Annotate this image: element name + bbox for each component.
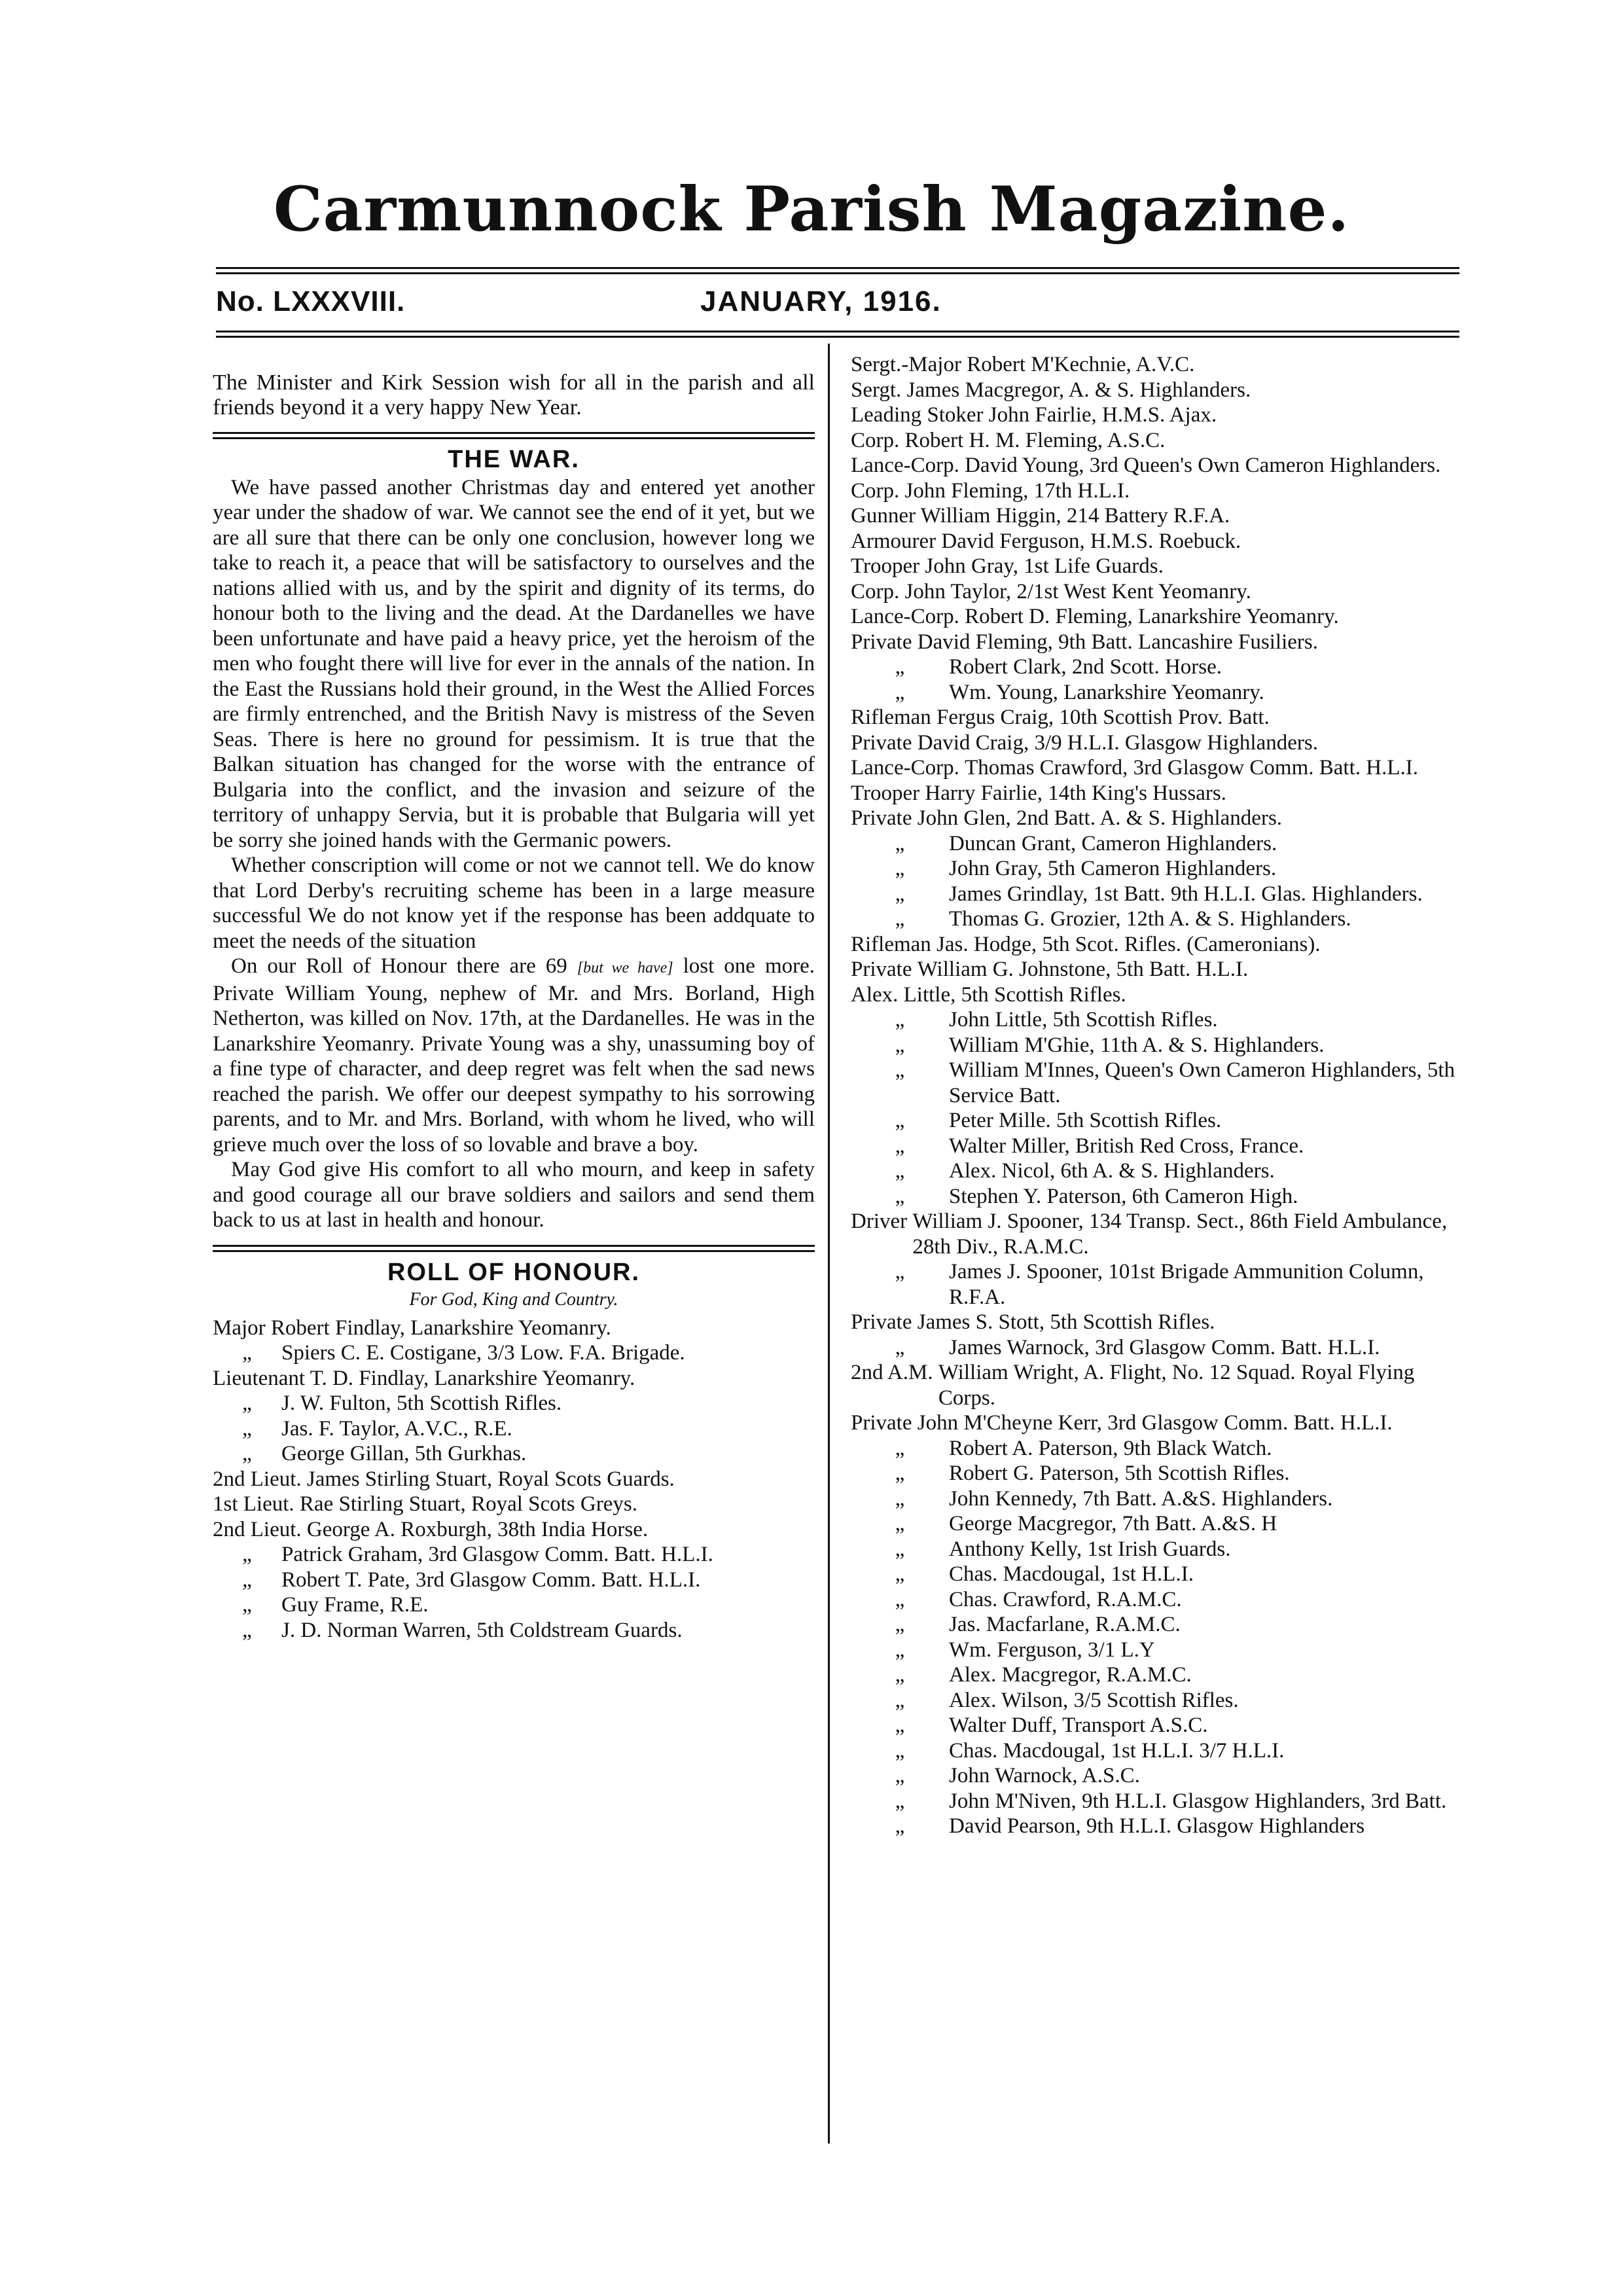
roll-entry-text: George Macgregor, 7th Batt. A.&S. H — [949, 1512, 1277, 1535]
ditto-mark: „ — [895, 1638, 905, 1662]
ditto-mark: „ — [895, 1486, 905, 1511]
roll-entry — [851, 1562, 1459, 1587]
roll-entry-text: Anthony Kelly, 1st Irish Guards. — [949, 1537, 1231, 1561]
roll-entry-text: Corp. John Fleming, 17th H.L.I. — [851, 478, 1130, 503]
roll-entry — [851, 957, 1459, 982]
roll-entry — [851, 705, 1459, 730]
roll-entry — [851, 1310, 1459, 1335]
roll-entry-text: Alex. Nicol, 6th A. & S. Highlanders. — [949, 1159, 1275, 1183]
roll-entry-text: J. D. Norman Warren, 5th Coldstream Guards. — [281, 1618, 683, 1642]
roll-entry — [851, 378, 1459, 403]
roll-entry-text: David Pearson, 9th H.L.I. Glasgow Highlanders — [949, 1814, 1365, 1838]
roll-note-paragraph — [213, 954, 815, 1157]
roll-entry — [851, 1335, 1459, 1361]
roll-entry — [851, 403, 1459, 428]
rank-label: Driver — [851, 1210, 913, 1233]
roll-entry — [213, 1517, 815, 1543]
ditto-mark: „ — [895, 1663, 905, 1687]
masthead-bottom-rule-2 — [216, 336, 1459, 338]
roll-list-right — [851, 352, 1459, 1839]
rank-label: Private — [851, 1411, 918, 1435]
rank-label: Lance-Corp. — [851, 454, 965, 477]
ditto-mark: „ — [242, 1416, 252, 1441]
roll-list-left — [213, 1316, 815, 1643]
rank-label: 2nd Lieut. — [213, 1467, 307, 1491]
new-year-greeting: The Minister and Kirk Session wish for all in the parish and all friends beyond it a very happy New Year. — [213, 370, 815, 420]
roll-entry — [213, 1340, 815, 1366]
roll-entry — [213, 1592, 815, 1618]
roll-entry-text: Duncan Grant, Cameron Highlanders. — [949, 831, 1277, 855]
roll-entry-text: Robert D. Fleming, Lanarkshire Yeomanry. — [965, 605, 1339, 628]
right-column — [851, 352, 1459, 1839]
ditto-mark: „ — [895, 1109, 905, 1132]
roll-entry — [213, 1542, 815, 1568]
roll-entry-text: Alex. Little, 5th Scottish Rifles. — [851, 982, 1126, 1007]
roll-entry — [851, 1108, 1459, 1134]
ditto-mark: „ — [242, 1568, 252, 1592]
ditto-mark: „ — [895, 1159, 905, 1183]
roll-entry-text: William G. Johnstone, 5th Batt. H.L.I. — [917, 958, 1249, 981]
roll-entry-text: Trooper John Gray, 1st Life Guards. — [851, 554, 1164, 578]
roll-entry-text: Gunner William Higgin, 214 Battery R.F.A. — [851, 504, 1230, 528]
roll-motto: For God, King and Country. — [409, 1289, 618, 1310]
roll-entry-text: Robert T. Pate, 3rd Glasgow Comm. Batt. H.L.I. — [281, 1568, 701, 1592]
roll-entry — [851, 529, 1459, 554]
roll-entry-text: Armourer David Ferguson, H.M.S. Roebuck. — [851, 529, 1241, 553]
issue-date: JANUARY, 1916. — [700, 285, 942, 317]
roll-entry-text: James Grindlay, 1st Batt. 9th H.L.I. Glas. Highlanders. — [949, 882, 1423, 906]
roll-entry — [851, 478, 1459, 504]
ditto-mark: „ — [895, 907, 905, 931]
issue-number: No. LXXXVIII. — [216, 285, 406, 317]
roll-entry — [851, 1007, 1459, 1033]
roll-entry-text: William J. Spooner, 134 Transp. Sect., 86th Field Ambulance, 28th Div., R.A.M.C. — [912, 1210, 1448, 1259]
roll-entry-text: David Craig, 3/9 H.L.I. Glasgow Highlanders. — [917, 730, 1318, 755]
roll-entry — [851, 932, 1459, 958]
roll-entry-text: Robert A. Paterson, 9th Black Watch. — [949, 1436, 1272, 1460]
ditto-mark: „ — [895, 857, 905, 880]
ditto-mark: „ — [895, 882, 905, 906]
roll-entry — [851, 856, 1459, 882]
roll-entry — [851, 1033, 1459, 1058]
ditto-mark: „ — [895, 1688, 905, 1712]
handwritten-annotation: [but we have] — [577, 960, 673, 977]
roll-entry — [851, 352, 1459, 378]
roll-entry — [213, 1316, 815, 1341]
ditto-mark: „ — [242, 1341, 252, 1365]
roll-entry-text: David Fleming, 9th Batt. Lancashire Fusiliers. — [917, 630, 1318, 654]
closing-paragraph: May God give His comfort to all who mourn, and keep in safety and good courage all our brave soldiers and sailors and send them back to us at last in health and honour. — [213, 1158, 815, 1232]
war-heading: THE WAR. — [448, 446, 580, 473]
roll-entry-text: Chas. Macdougal, 1st H.L.I. 3/7 H.L.I. — [949, 1738, 1285, 1763]
ditto-mark: „ — [895, 831, 905, 855]
roll-entry — [851, 1662, 1459, 1688]
ditto-mark: „ — [242, 1593, 252, 1617]
ditto-mark: „ — [242, 1543, 252, 1566]
roll-entry-text: John Kennedy, 7th Batt. A.&S. Highlanders. — [949, 1486, 1333, 1511]
section-divider — [213, 432, 815, 439]
roll-entry-text: James Stirling Stuart, Royal Scots Guards. — [306, 1467, 675, 1491]
roll-entry-text: Jas. Macfarlane, R.A.M.C. — [949, 1613, 1181, 1636]
ditto-mark: „ — [242, 1442, 252, 1465]
roll-entry — [851, 630, 1459, 655]
roll-entry-text: Rifleman Jas. Hodge, 5th Scot. Rifles. (Cameronians). — [851, 932, 1321, 956]
roll-entry — [851, 906, 1459, 932]
roll-entry-text: Walter Miller, British Red Cross, France. — [949, 1134, 1304, 1158]
roll-entry — [851, 1638, 1459, 1663]
roll-entry — [851, 1461, 1459, 1486]
roll-entry-text: Chas. Macdougal, 1st H.L.I. — [949, 1562, 1194, 1586]
roll-entry-text: John Little, 5th Scottish Rifles. — [949, 1008, 1218, 1031]
roll-entry — [851, 1158, 1459, 1184]
roll-entry — [851, 982, 1459, 1008]
roll-entry-text: James Warnock, 3rd Glasgow Comm. Batt. H.L.I. — [949, 1335, 1380, 1359]
roll-entry — [851, 503, 1459, 529]
roll-entry — [213, 1416, 815, 1442]
roll-entry — [213, 1568, 815, 1593]
roll-entry-text: Alex. Macgregor, R.A.M.C. — [949, 1663, 1192, 1687]
rank-label: Private — [851, 630, 918, 654]
roll-entry-text: Spiers C. E. Costigane, 3/3 Low. F.A. Brigade. — [281, 1341, 685, 1365]
rank-label: 2nd Lieut. — [213, 1517, 307, 1541]
roll-entry — [851, 1184, 1459, 1210]
roll-entry — [851, 831, 1459, 857]
left-column — [213, 352, 815, 1643]
roll-entry — [851, 1259, 1459, 1310]
masthead-top-rule — [216, 267, 1459, 269]
ditto-mark: „ — [895, 1587, 905, 1611]
roll-note-text: lost one more. Private William Young, nephew of Mr. and Mrs. Borland, High Netherton, was killed on Nov. 17th, at the Dardanelles. He was in the Lanarkshire Yeomanry. Private Young was a shy, unassuming boy of a fine type of character, and deep regret was felt when the sad news reached the parish. We offer our deepest sympathy to his sorrowing parents, and to Mr. and Mrs. Borland, with whom he lived, who will grieve much over the loss of so lovable and brave a boy. — [213, 954, 815, 1157]
roll-entry-text: Lieutenant T. D. Findlay, Lanarkshire Yeomanry. — [213, 1366, 635, 1390]
roll-entry-text: Wm. Young, Lanarkshire Yeomanry. — [949, 680, 1264, 704]
masthead-bar — [216, 285, 1459, 331]
roll-entry-text: Chas. Crawford, R.A.M.C. — [949, 1587, 1182, 1611]
ditto-mark: „ — [895, 1713, 905, 1737]
ditto-mark: „ — [895, 1562, 905, 1586]
roll-entry — [851, 1713, 1459, 1738]
roll-entry-text: John Warnock, A.S.C. — [949, 1764, 1140, 1787]
ditto-mark: „ — [895, 1789, 905, 1813]
roll-entry-text: Major Robert Findlay, Lanarkshire Yeomanry. — [213, 1316, 611, 1340]
roll-entry — [851, 453, 1459, 478]
ditto-mark: „ — [895, 1436, 905, 1460]
roll-entry — [851, 882, 1459, 907]
roll-entry — [851, 1209, 1459, 1259]
roll-entry — [213, 1366, 815, 1391]
roll-heading: ROLL OF HONOUR. — [387, 1258, 641, 1286]
roll-entry-text: Patrick Graham, 3rd Glasgow Comm. Batt. H.L.I. — [281, 1543, 713, 1566]
ditto-mark: „ — [895, 680, 905, 704]
roll-entry — [851, 1436, 1459, 1462]
roll-entry — [851, 428, 1459, 454]
roll-entry — [851, 755, 1459, 781]
roll-entry-text: Robert Clark, 2nd Scott. Horse. — [949, 655, 1222, 679]
rank-label: Lance-Corp. — [851, 605, 965, 628]
roll-entry-text: William M'Innes, Queen's Own Cameron Highlanders, 5th Service Batt. — [949, 1058, 1455, 1107]
roll-entry — [851, 1612, 1459, 1638]
ditto-mark: „ — [895, 1814, 905, 1838]
roll-entry — [213, 1618, 815, 1643]
column-divider — [828, 344, 830, 2144]
roll-entry-text: Private John Glen, 2nd Batt. A. & S. Highlanders. — [851, 806, 1283, 830]
rank-label: Private — [851, 958, 918, 981]
roll-entry-text: George A. Roxburgh, 38th India Horse. — [306, 1517, 649, 1541]
roll-note-text: On our Roll of Honour there are 69 — [231, 954, 567, 978]
ditto-mark: „ — [895, 1058, 905, 1082]
ditto-mark: „ — [895, 1537, 905, 1561]
war-paragraph: We have passed another Christmas day and entered yet another year under the shadow of war. We cannot see the end of it yet, but we are all sure that there can be only one conclusion, however long we take to reach it, a peace that will be satisfactory to ourselves and the nations allied with us, and by the spirit and dignity of its terms, do honour both to the living and the dead. At the Dardanelles we have been unfortunate and have paid a heavy price, yet the heroism of the men who fought there will live for ever in the annals of the nation. In the East the Russians hold their ground, in the West the Allied Forces are firmly entrenched, and the British Navy is mistress of the Seven Seas. There is here no ground for pessimism. It is true that the Balkan situation has changed for the worse with the entrance of Bulgaria into the conflict, and the invasion and seizure of the territory of unhappy Servia, but it is probable that Bulgaria will yet be sorry she joined hands with the Germanic powers. — [213, 475, 815, 852]
ditto-mark: „ — [895, 655, 905, 679]
roll-entry — [851, 1688, 1459, 1713]
roll-entry-text: William M'Ghie, 11th A. & S. Highlanders. — [949, 1033, 1325, 1057]
roll-entry-text: John M'Niven, 9th H.L.I. Glasgow Highlanders, 3rd Batt. — [949, 1789, 1447, 1813]
ditto-mark: „ — [895, 1335, 905, 1359]
roll-entry-text: Jas. F. Taylor, A.V.C., R.E. — [281, 1416, 512, 1441]
rank-label: 1st Lieut. — [213, 1492, 300, 1516]
masthead-bottom-rule — [216, 331, 1459, 332]
war-paragraph: Whether conscription will come or not we cannot tell. We do know that Lord Derby's recruiting scheme has been in a large measure successful We do not know yet if the response has been addquate to meet the needs of the situation — [213, 853, 815, 953]
roll-entry — [213, 1441, 815, 1467]
ditto-mark: „ — [895, 1764, 905, 1787]
magazine-title: Carmunnock Parish Magazine. — [273, 173, 1350, 245]
roll-entry-text: Sergt.-Major Robert M'Kechnie, A.V.C. — [851, 353, 1195, 376]
section-divider — [213, 1245, 815, 1252]
roll-entry — [851, 680, 1459, 706]
roll-entry-text: Corp. Robert H. M. Fleming, A.S.C. — [851, 428, 1166, 452]
roll-entry — [851, 554, 1459, 579]
roll-entry — [851, 604, 1459, 630]
ditto-mark: „ — [895, 1033, 905, 1057]
roll-entry — [851, 655, 1459, 680]
roll-entry — [851, 1763, 1459, 1789]
roll-entry — [851, 579, 1459, 605]
ditto-mark: „ — [242, 1391, 252, 1415]
roll-entry-text: J. W. Fulton, 5th Scottish Rifles. — [281, 1391, 562, 1415]
ditto-mark: „ — [895, 1512, 905, 1535]
roll-entry — [851, 1058, 1459, 1108]
roll-entry-text: Guy Frame, R.E. — [281, 1593, 429, 1617]
roll-entry-text: George Gillan, 5th Gurkhas. — [281, 1442, 527, 1465]
ditto-mark: „ — [895, 1462, 905, 1485]
masthead-top-rule-2 — [216, 272, 1459, 274]
roll-entry — [851, 1360, 1459, 1410]
roll-entry-text: Robert G. Paterson, 5th Scottish Rifles. — [949, 1462, 1290, 1485]
roll-entry — [851, 1789, 1459, 1814]
roll-entry-text: Corp. John Taylor, 2/1st West Kent Yeomanry. — [851, 579, 1251, 603]
roll-entry-text: James J. Spooner, 101st Brigade Ammunition Column, R.F.A. — [949, 1260, 1424, 1309]
roll-entry-text: John M'Cheyne Kerr, 3rd Glasgow Comm. Batt. H.L.I. — [917, 1411, 1393, 1435]
roll-entry — [851, 1587, 1459, 1613]
roll-entry — [851, 1134, 1459, 1159]
roll-entry-text: Wm. Ferguson, 3/1 L.Y — [949, 1638, 1155, 1662]
ditto-mark: „ — [895, 1184, 905, 1208]
roll-entry — [851, 806, 1459, 831]
roll-entry — [851, 730, 1459, 756]
roll-entry-text: Rae Stirling Stuart, Royal Scots Greys. — [299, 1492, 637, 1516]
roll-entry-text: Walter Duff, Transport A.S.C. — [949, 1713, 1208, 1737]
roll-entry — [851, 1537, 1459, 1562]
roll-entry-text: Stephen Y. Paterson, 6th Cameron High. — [949, 1184, 1298, 1208]
roll-entry-text: Alex. Wilson, 3/5 Scottish Rifles. — [949, 1688, 1239, 1712]
roll-entry-text: Peter Mille. 5th Scottish Rifles. — [949, 1109, 1222, 1132]
roll-entry-text: Trooper Harry Fairlie, 14th King's Hussars. — [851, 781, 1226, 805]
roll-entry-text: Leading Stoker John Fairlie, H.M.S. Ajax. — [851, 403, 1217, 427]
roll-entry — [851, 1738, 1459, 1764]
ditto-mark: „ — [895, 1008, 905, 1031]
rank-label: Private — [851, 730, 918, 755]
roll-entry — [851, 1486, 1459, 1512]
roll-entry — [213, 1467, 815, 1492]
rank-label: 2nd A.M. — [851, 1361, 938, 1384]
roll-entry-text: Thomas Crawford, 3rd Glasgow Comm. Batt. H.L.I. — [965, 756, 1418, 780]
roll-entry — [851, 781, 1459, 806]
roll-entry — [851, 1814, 1459, 1839]
roll-entry-text: John Gray, 5th Cameron Highlanders. — [949, 857, 1277, 880]
roll-entry — [213, 1391, 815, 1416]
roll-entry — [213, 1492, 815, 1517]
roll-entry — [851, 1410, 1459, 1436]
roll-entry-text: Sergt. James Macgregor, A. & S. Highlanders. — [851, 378, 1251, 402]
roll-entry-text: Thomas G. Grozier, 12th A. & S. Highlanders. — [949, 907, 1351, 931]
ditto-mark: „ — [895, 1260, 905, 1283]
roll-entry-text: Rifleman Fergus Craig, 10th Scottish Prov. Batt. — [851, 706, 1270, 729]
rank-label: Lance-Corp. — [851, 756, 965, 780]
roll-entry — [851, 1511, 1459, 1537]
ditto-mark: „ — [895, 1613, 905, 1636]
ditto-mark: „ — [895, 1134, 905, 1158]
roll-entry-text: Private James S. Stott, 5th Scottish Rifles. — [851, 1310, 1215, 1334]
ditto-mark: „ — [242, 1618, 252, 1642]
roll-entry-text: David Young, 3rd Queen's Own Cameron Highlanders. — [965, 454, 1441, 477]
roll-entry-text: William Wright, A. Flight, No. 12 Squad. Royal Flying Corps. — [938, 1361, 1415, 1410]
ditto-mark: „ — [895, 1738, 905, 1763]
